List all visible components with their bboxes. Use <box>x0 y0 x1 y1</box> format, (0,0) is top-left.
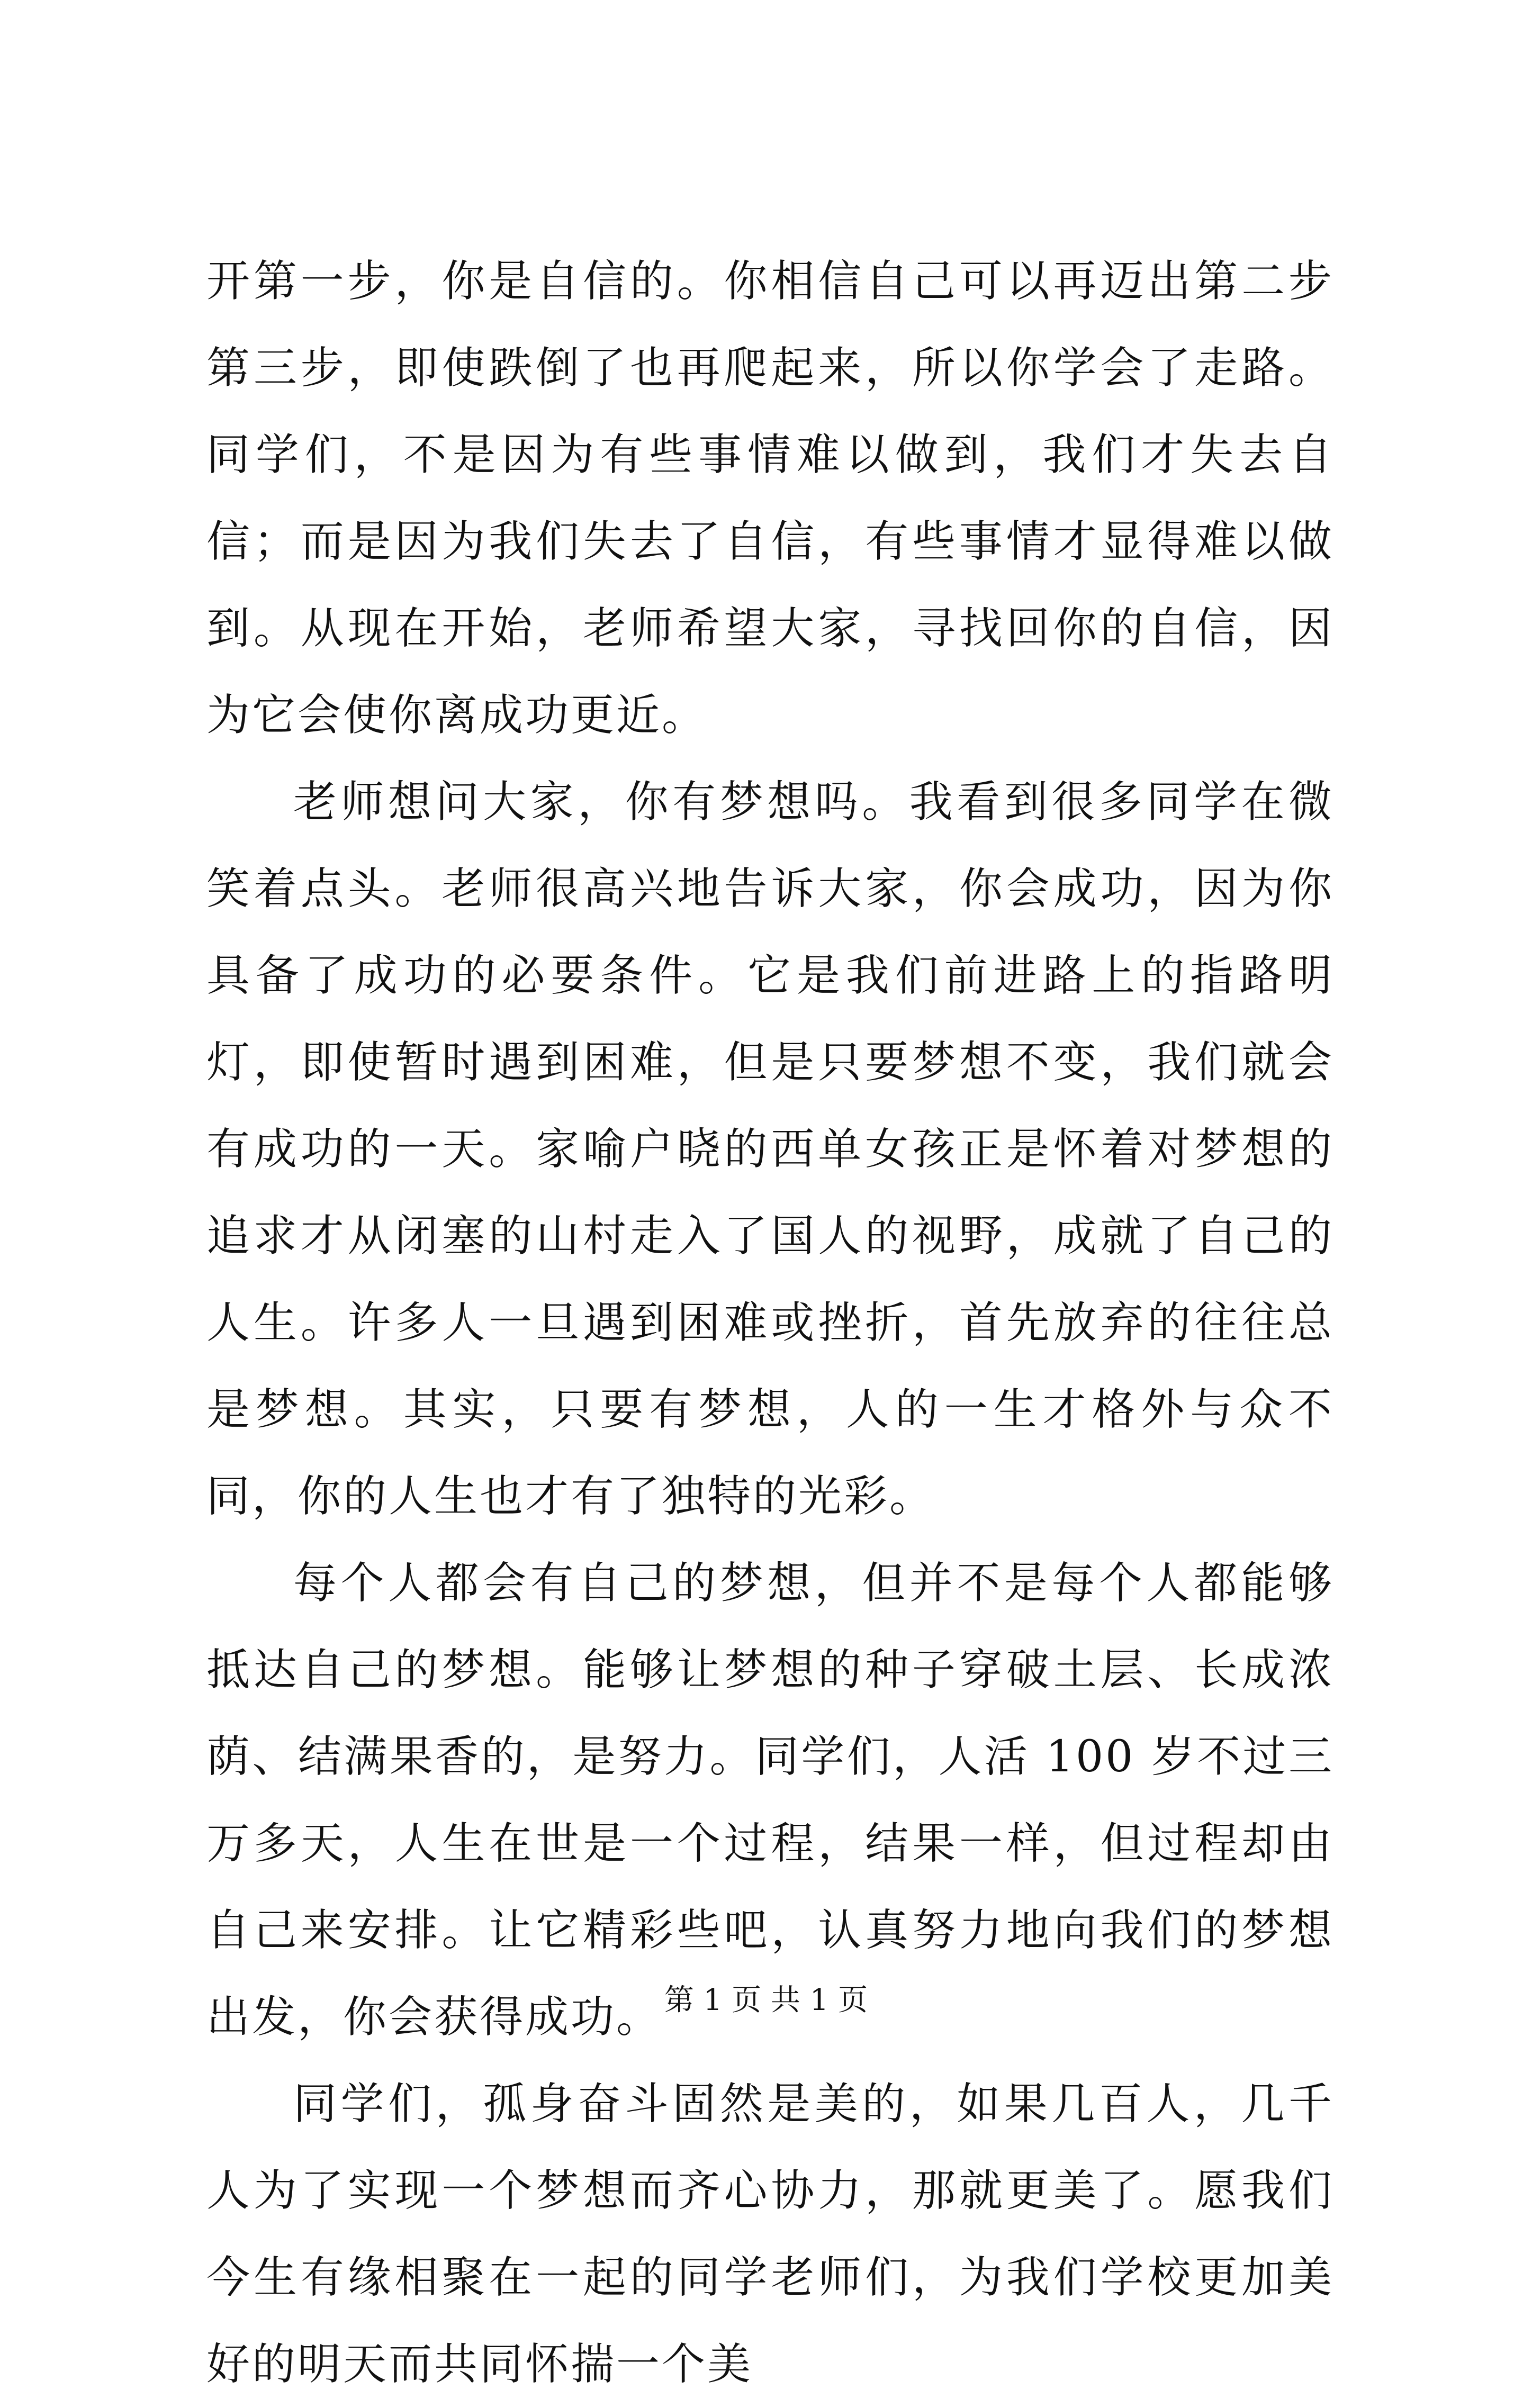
paragraph-together: 同学们，孤身奋斗固然是美的，如果几百人，几千人为了实现一个梦想而齐心协力，那就更美了。愿我们今生有缘相聚在一起的同学老师们，为我们学校更加美好的明天而共同怀揣一个美 <box>206 2079 1334 2389</box>
page-number-footer: 第 1 页 共 1 页 <box>664 1983 868 2017</box>
paragraph-continuation: 开第一步，你是自信的。你相信自己可以再迈出第二步第三步，即使跌倒了也再爬起来，所以你学会了走路。同学们，不是因为有些事情难以做到，我们才失去自信；而是因为我们失去了自信，有些事情才显得难以做到。从现在开始，老师希望大家，寻找回你的自信，因为它会使你离成功更近。 <box>206 256 1334 740</box>
document-body <box>206 238 1334 2408</box>
paragraph-dream: 老师想问大家，你有梦想吗。我看到很多同学在微笑着点头。老师很高兴地告诉大家，你会成功，因为你具备了成功的必要条件。它是我们前进路上的指路明灯，即使暂时遇到困难，但是只要梦想不变，我们就会有成功的一天。家喻户晓的西单女孩正是怀着对梦想的追求才从闭塞的山村走入了国人的视野，成就了自己的人生。许多人一旦遇到困难或挫折，首先放弃的往往总是梦想。其实，只要有梦想，人的一生才格外与众不同，你的人生也才有了独特的光彩。 <box>206 777 1334 1522</box>
paragraph-effort: 每个人都会有自己的梦想，但并不是每个人都能够抵达自己的梦想。能够让梦想的种子穿破土层、长成浓荫、结满果香的，是努力。同学们，人活 100 岁不过三万多天，人生在世是一个过程，结果一样，但过程却由自己来安排。让它精彩些吧，认真努力地向我们的梦想出发，你会获得成功。 <box>206 1558 1334 2042</box>
